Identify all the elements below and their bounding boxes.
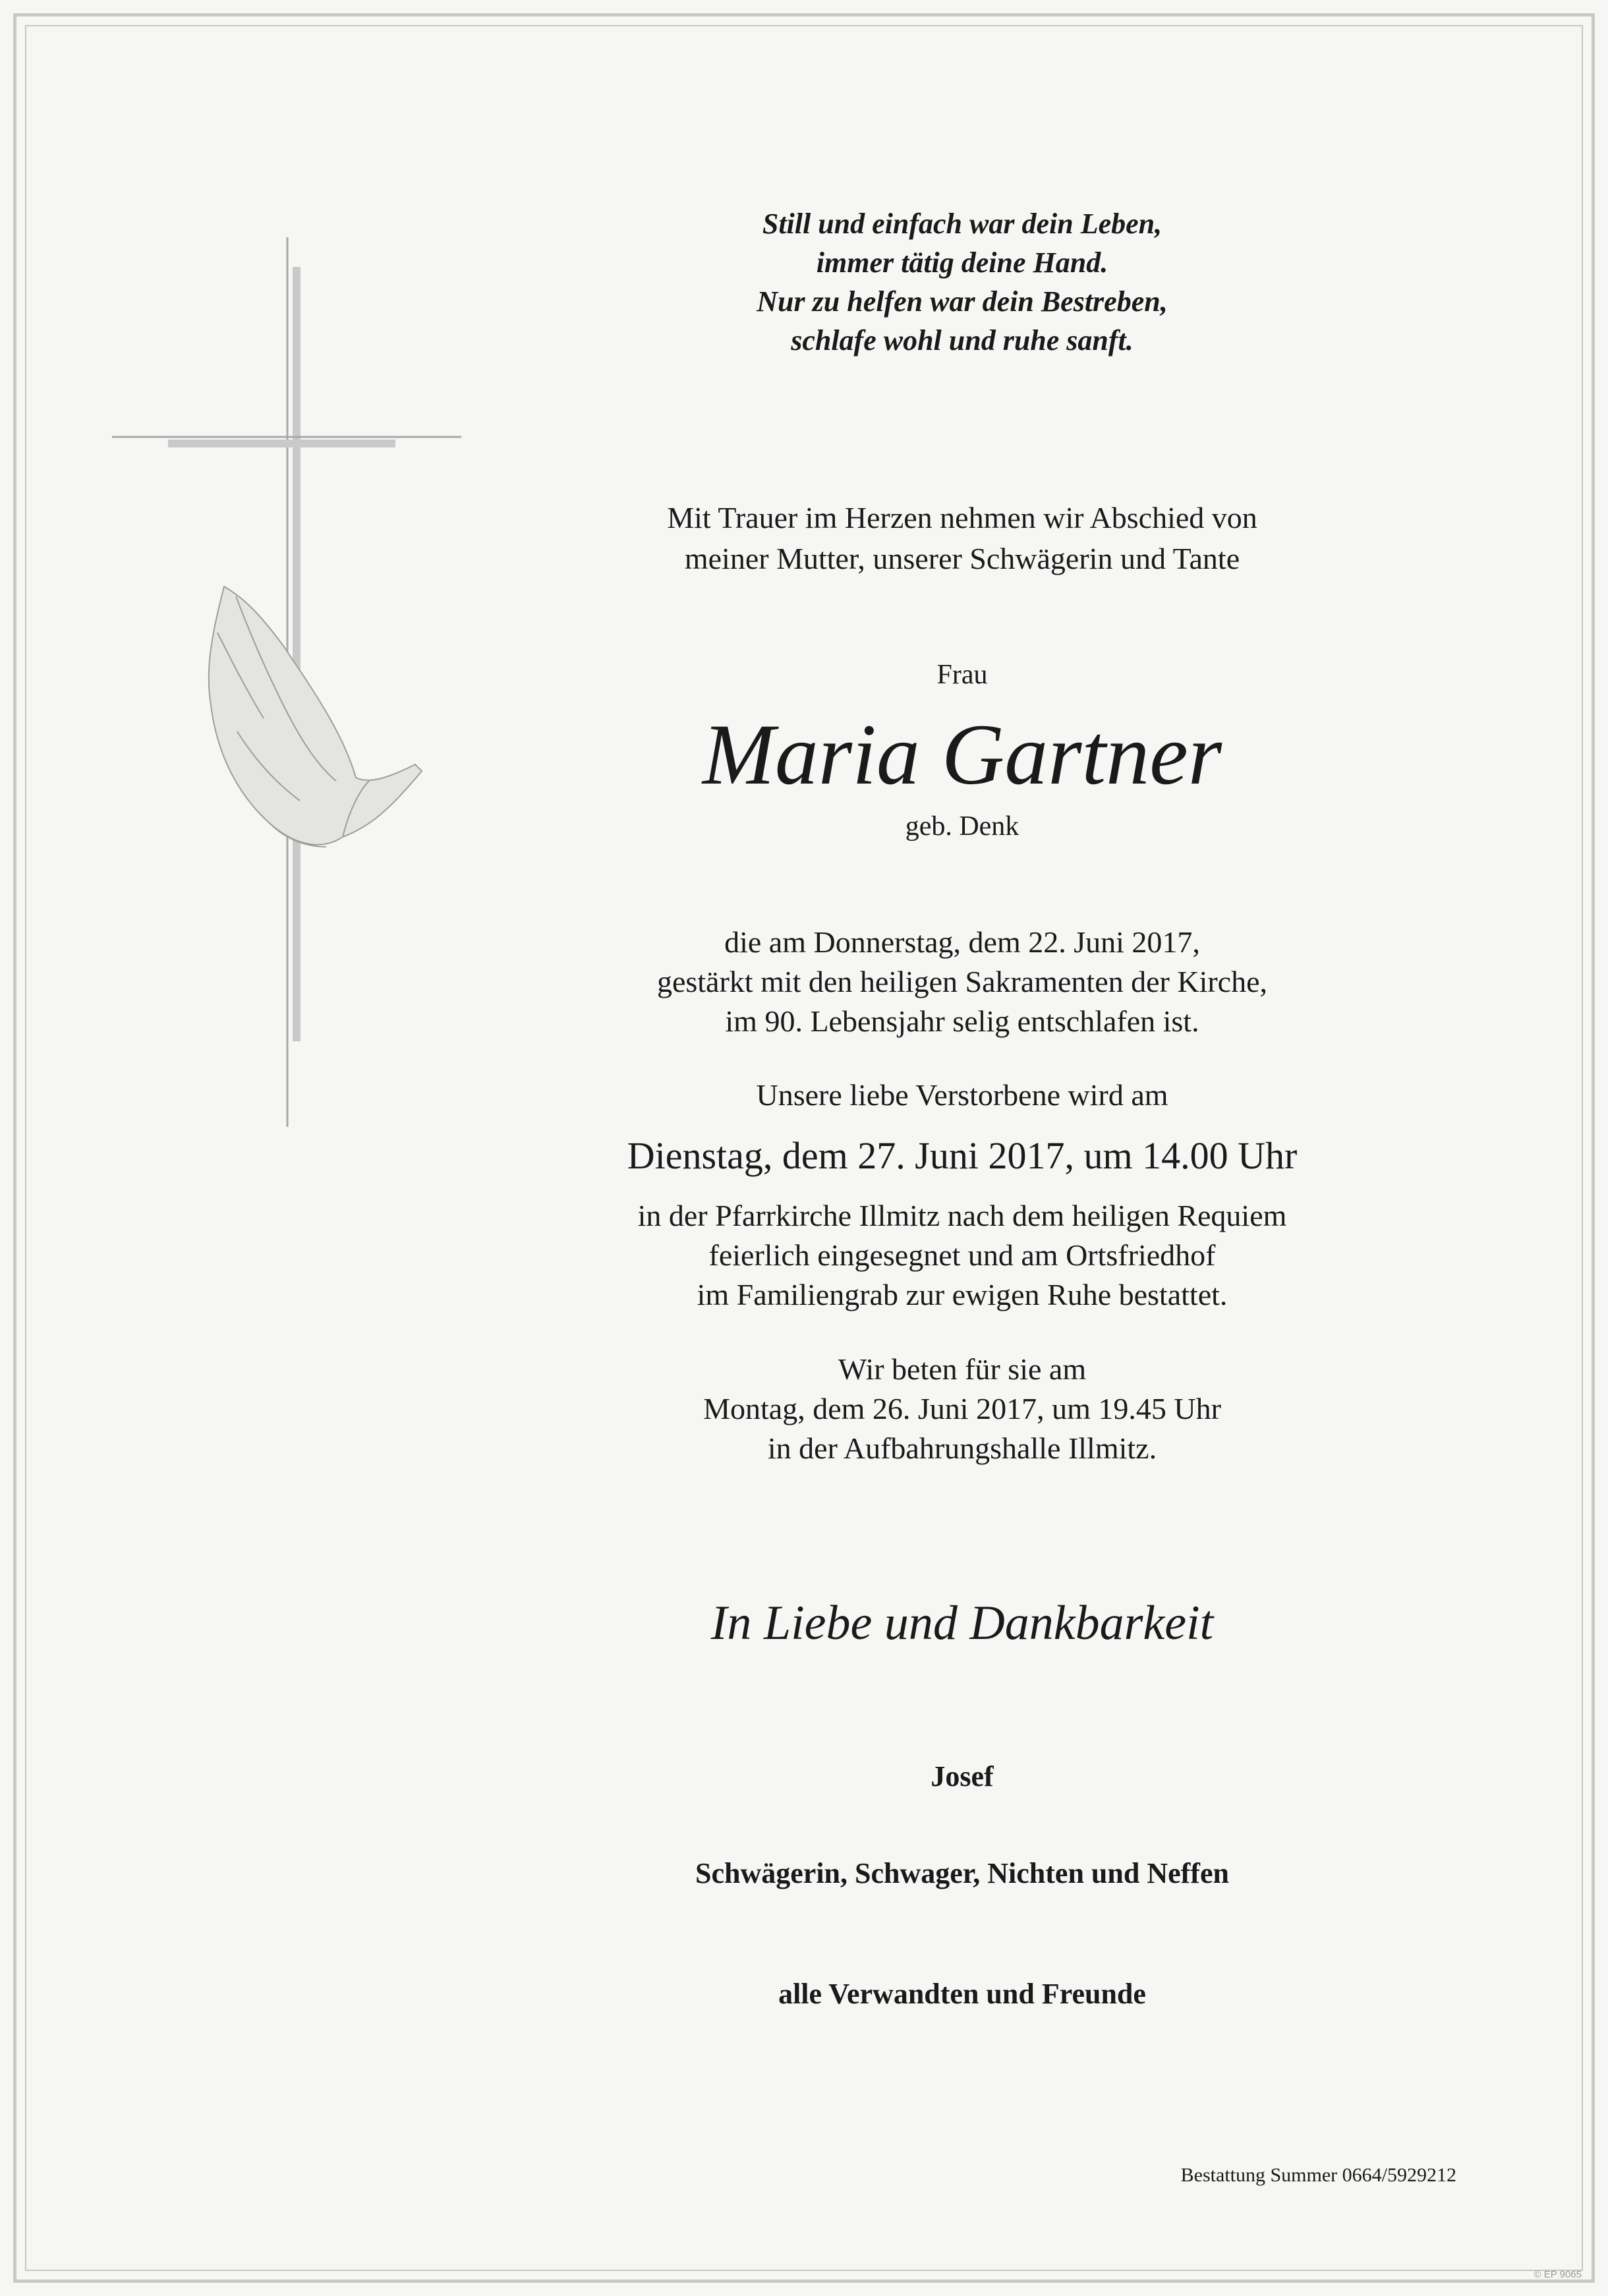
prayer-notice: [593, 1350, 1331, 1468]
intro-line: meiner Mutter, unserer Schwägerin und Tante: [684, 542, 1240, 575]
funeral-date: Dienstag, dem 27. Juni 2017, um 14.00 Uhr: [627, 1134, 1298, 1177]
death-line: die am Donnerstag, dem 22. Juni 2017,: [724, 925, 1200, 959]
intro-text: [593, 498, 1331, 579]
funeral-line: feierlich eingesegnet und am Ortsfriedhof: [708, 1238, 1216, 1272]
funeral-place: [593, 1196, 1331, 1315]
praying-hands-icon: [209, 587, 422, 847]
poem: [593, 204, 1331, 360]
maiden-name: geb. Denk: [905, 811, 1019, 842]
funeral-intro: Unsere liebe Verstorbene wird am: [756, 1078, 1168, 1112]
death-notice: [593, 923, 1331, 1041]
poem-line: schlafe wohl und ruhe sanft.: [791, 324, 1134, 357]
poem-line: Still und einfach war dein Leben,: [762, 208, 1163, 240]
deceased-name: Maria Gartner: [702, 706, 1222, 803]
mourner-name: Josef: [931, 1760, 994, 1793]
poem-line: immer tätig deine Hand.: [816, 246, 1108, 279]
death-line: im 90. Lebensjahr selig entschlafen ist.: [725, 1004, 1199, 1038]
poem-line: Nur zu helfen war dein Bestreben,: [757, 285, 1168, 318]
closing-phrase: In Liebe und Dankbarkeit: [710, 1596, 1214, 1650]
salutation: Frau: [936, 660, 988, 690]
prayer-line: in der Aufbahrungshalle Illmitz.: [767, 1431, 1157, 1465]
funeral-line: in der Pfarrkirche Illmitz nach dem heiligen Requiem: [637, 1199, 1287, 1232]
undertaker-contact: Bestattung Summer 0664/5929212: [1180, 2164, 1456, 2186]
prayer-line: Montag, dem 26. Juni 2017, um 19.45 Uhr: [703, 1392, 1221, 1425]
intro-line: Mit Trauer im Herzen nehmen wir Abschied von: [667, 501, 1257, 534]
prayer-line: Wir beten für sie am: [838, 1352, 1087, 1386]
death-line: gestärkt mit den heiligen Sakramenten der Kirche,: [656, 965, 1268, 998]
mourner-name: alle Verwandten und Freunde: [778, 1978, 1146, 2010]
print-code: © EP 9065: [1534, 2269, 1582, 2280]
funeral-line: im Familiengrab zur ewigen Ruhe bestattet.: [697, 1278, 1228, 1311]
cross-ornament: [105, 231, 474, 1140]
mourner-name: Schwägerin, Schwager, Nichten und Neffen: [695, 1857, 1229, 1889]
